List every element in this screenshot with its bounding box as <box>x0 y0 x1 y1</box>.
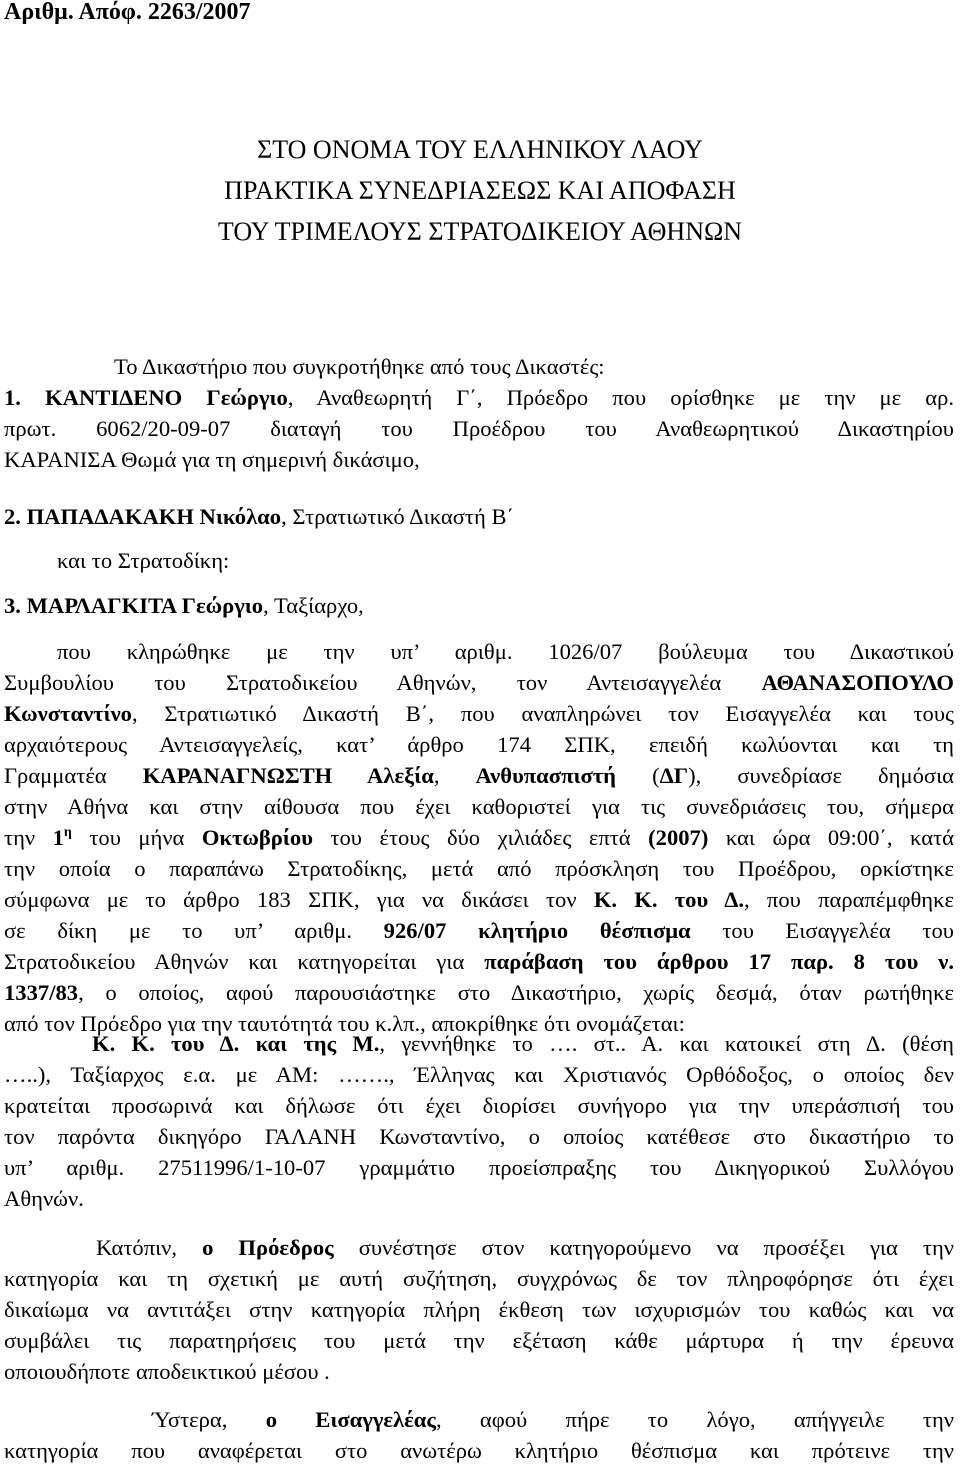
title-line: ΤΟΥ ΤΡΙΜΕΛΟΥΣ ΣΤΡΑΤΟΔΙΚΕΙΟΥ ΑΘΗΝΩΝ <box>217 217 743 246</box>
paragraph-defendant: Κ. Κ. του Δ. και της Μ., γεννήθηκε το …. στ.. Α. και κατοικεί στη Δ. (θέση …..), Ταξίαρχος ε.α. με ΑΜ: ……., Έλληνας και Χριστιανός Ορθόδοξος, ο οποίος δεν κρατείται προσωρινά και δήλωσε ότι έχει διορίσει συνήγορο για την υπεράσπισή του τον παρόντα δικηγόρο ΓΑΛΑΝΗ Κωνσταντίνο, ο οποίος κατέθεσε στο δικαστήριο το υπ’ αριθμ. 27511996/1-10-07 γραμμάτιο προείσπραξης του Δικηγορικού Συλλόγου Αθηνών. <box>4 1031 954 1211</box>
decision-number: Αριθμ. Απόφ. 2263/2007 <box>4 0 251 25</box>
judge-number: 3. <box>4 593 21 618</box>
paragraph-president: Κατόπιν, ο Πρόεδρος συνέστησε στον κατηγορούμενο να προσέξει για την κατηγορία και τη σχετική με αυτή συζήτηση, συγχρόνως δε τον πληροφόρησε ότι έχει δικαίωμα να αντιτάξει στην κατηγορία πλήρη έκθεση των ισχυρισμών του καθώς και να συμβάλει τις παρατηρήσεις του μετά την εξέταση κάθε μάρτυρα ή την έρευνα οποιουδήποτε αποδεικτικού μέσου . <box>4 1235 954 1384</box>
lay-judge-intro: και το Στρατοδίκη: <box>57 548 230 573</box>
judge-number: 1. <box>4 385 21 410</box>
document-titles <box>0 129 960 252</box>
paragraph-prosecutor: Ύστερα, ο Εισαγγελέας, αφού πήρε το λόγο, απήγγειλε την κατηγορία που αναφέρεται στο ανωτέρω κλητήριο θέσπισμα και πρότεινε την <box>4 1407 954 1463</box>
judge-3: 3. ΜΑΡΛΑΓΚΙΤΑ Γεώργιο, Ταξίαρχο, <box>4 593 364 618</box>
judge-number: 2. <box>4 504 21 529</box>
judge-1: 1. ΚΑΝΤΙΔΕΝΟ Γεώργιο, Αναθεωρητή Γ΄, Πρόεδρο που ορίσθηκε με την με αρ. πρωτ. 6062/20-09-07 διαταγή του Προέδρου του Αναθεωρητικού Δικαστηρίου ΚΑΡΑΝΙΣΑ Θωμά για τη σημερινή δικάσιμο, <box>4 385 955 472</box>
judge-name: ΚΑΝΤΙΔΕΝΟ Γεώργιο <box>45 385 288 410</box>
court-intro: Το Δικαστήριο που συγκροτήθηκε από τους Δικαστές: <box>114 354 605 379</box>
paragraph-proceedings: που κληρώθηκε με την υπ’ αριθμ. 1026/07 βούλευμα του Δικαστικού Συμβουλίου του Στρατοδικείου Αθηνών, τον Αντεισαγγελέα ΑΘΑΝΑΣΟΠΟΥΛΟ Κωνσταντίνο, Στρατιωτικό Δικαστή Β΄, που αναπληρώνει τον Εισαγγελέα και τους αρχαιότερους Αντεισαγγελείς, κατ’ άρθρο 174 ΣΠΚ, επειδή κωλύονται και τη Γραμματέα ΚΑΡΑΝΑΓΝΩΣΤΗ Αλεξία, Ανθυπασπιστή (ΔΓ), συνεδρίασε δημόσια στην Αθήνα και στην αίθουσα που έχει καθοριστεί για τις συνεδριάσεις του, σήμερα την $1^\eta$ του μήνα Οκτωβρίου του έτους δύο χιλιάδες επτά (2007) και ώρα 09:00΄, κατά την οποία ο παραπάνω Στρατοδίκης, μετά από πρόσκληση του Προέδρου, ορκίστηκε σύμφωνα με το άρθρο 183 ΣΠΚ, για να δικάσει τον Κ. Κ. του Δ., που παραπέμφθηκε σε δίκη με το υπ’ αριθμ. 926/07 κλητήριο θέσπισμα του Εισαγγελέα του Στρατοδικείου Αθηνών και κατηγορείται για παράβαση του άρθρου 17 παρ. 8 του ν. 1337/83, ο οποίος, αφού παρουσιάστηκε στο Δικαστήριο, χωρίς δεσμά, όταν ρωτήθηκε από τον Πρόεδρο για την ταυτότητά του κ.λπ., αποκρίθηκε ότι ονομάζεται: <box>4 639 954 1036</box>
judge-2: 2. ΠΑΠΑΔΑΚΑΚΗ Νικόλαο, Στρατιωτικό Δικαστή Β΄ <box>4 504 515 529</box>
title-line: ΣΤΟ ΟΝΟΜΑ ΤΟΥ ΕΛΛΗΝΙΚΟΥ ΛΑΟΥ <box>257 135 703 164</box>
title-line: ΠΡΑΚΤΙΚΑ ΣΥΝΕΔΡΙΑΣΕΩΣ ΚΑΙ ΑΠΟΦΑΣΗ <box>224 176 736 205</box>
judge-name: ΜΑΡΛΑΓΚΙΤΑ Γεώργιο <box>26 593 264 618</box>
judge-name: ΠΑΠΑΔΑΚΑΚΗ Νικόλαο <box>26 504 282 529</box>
